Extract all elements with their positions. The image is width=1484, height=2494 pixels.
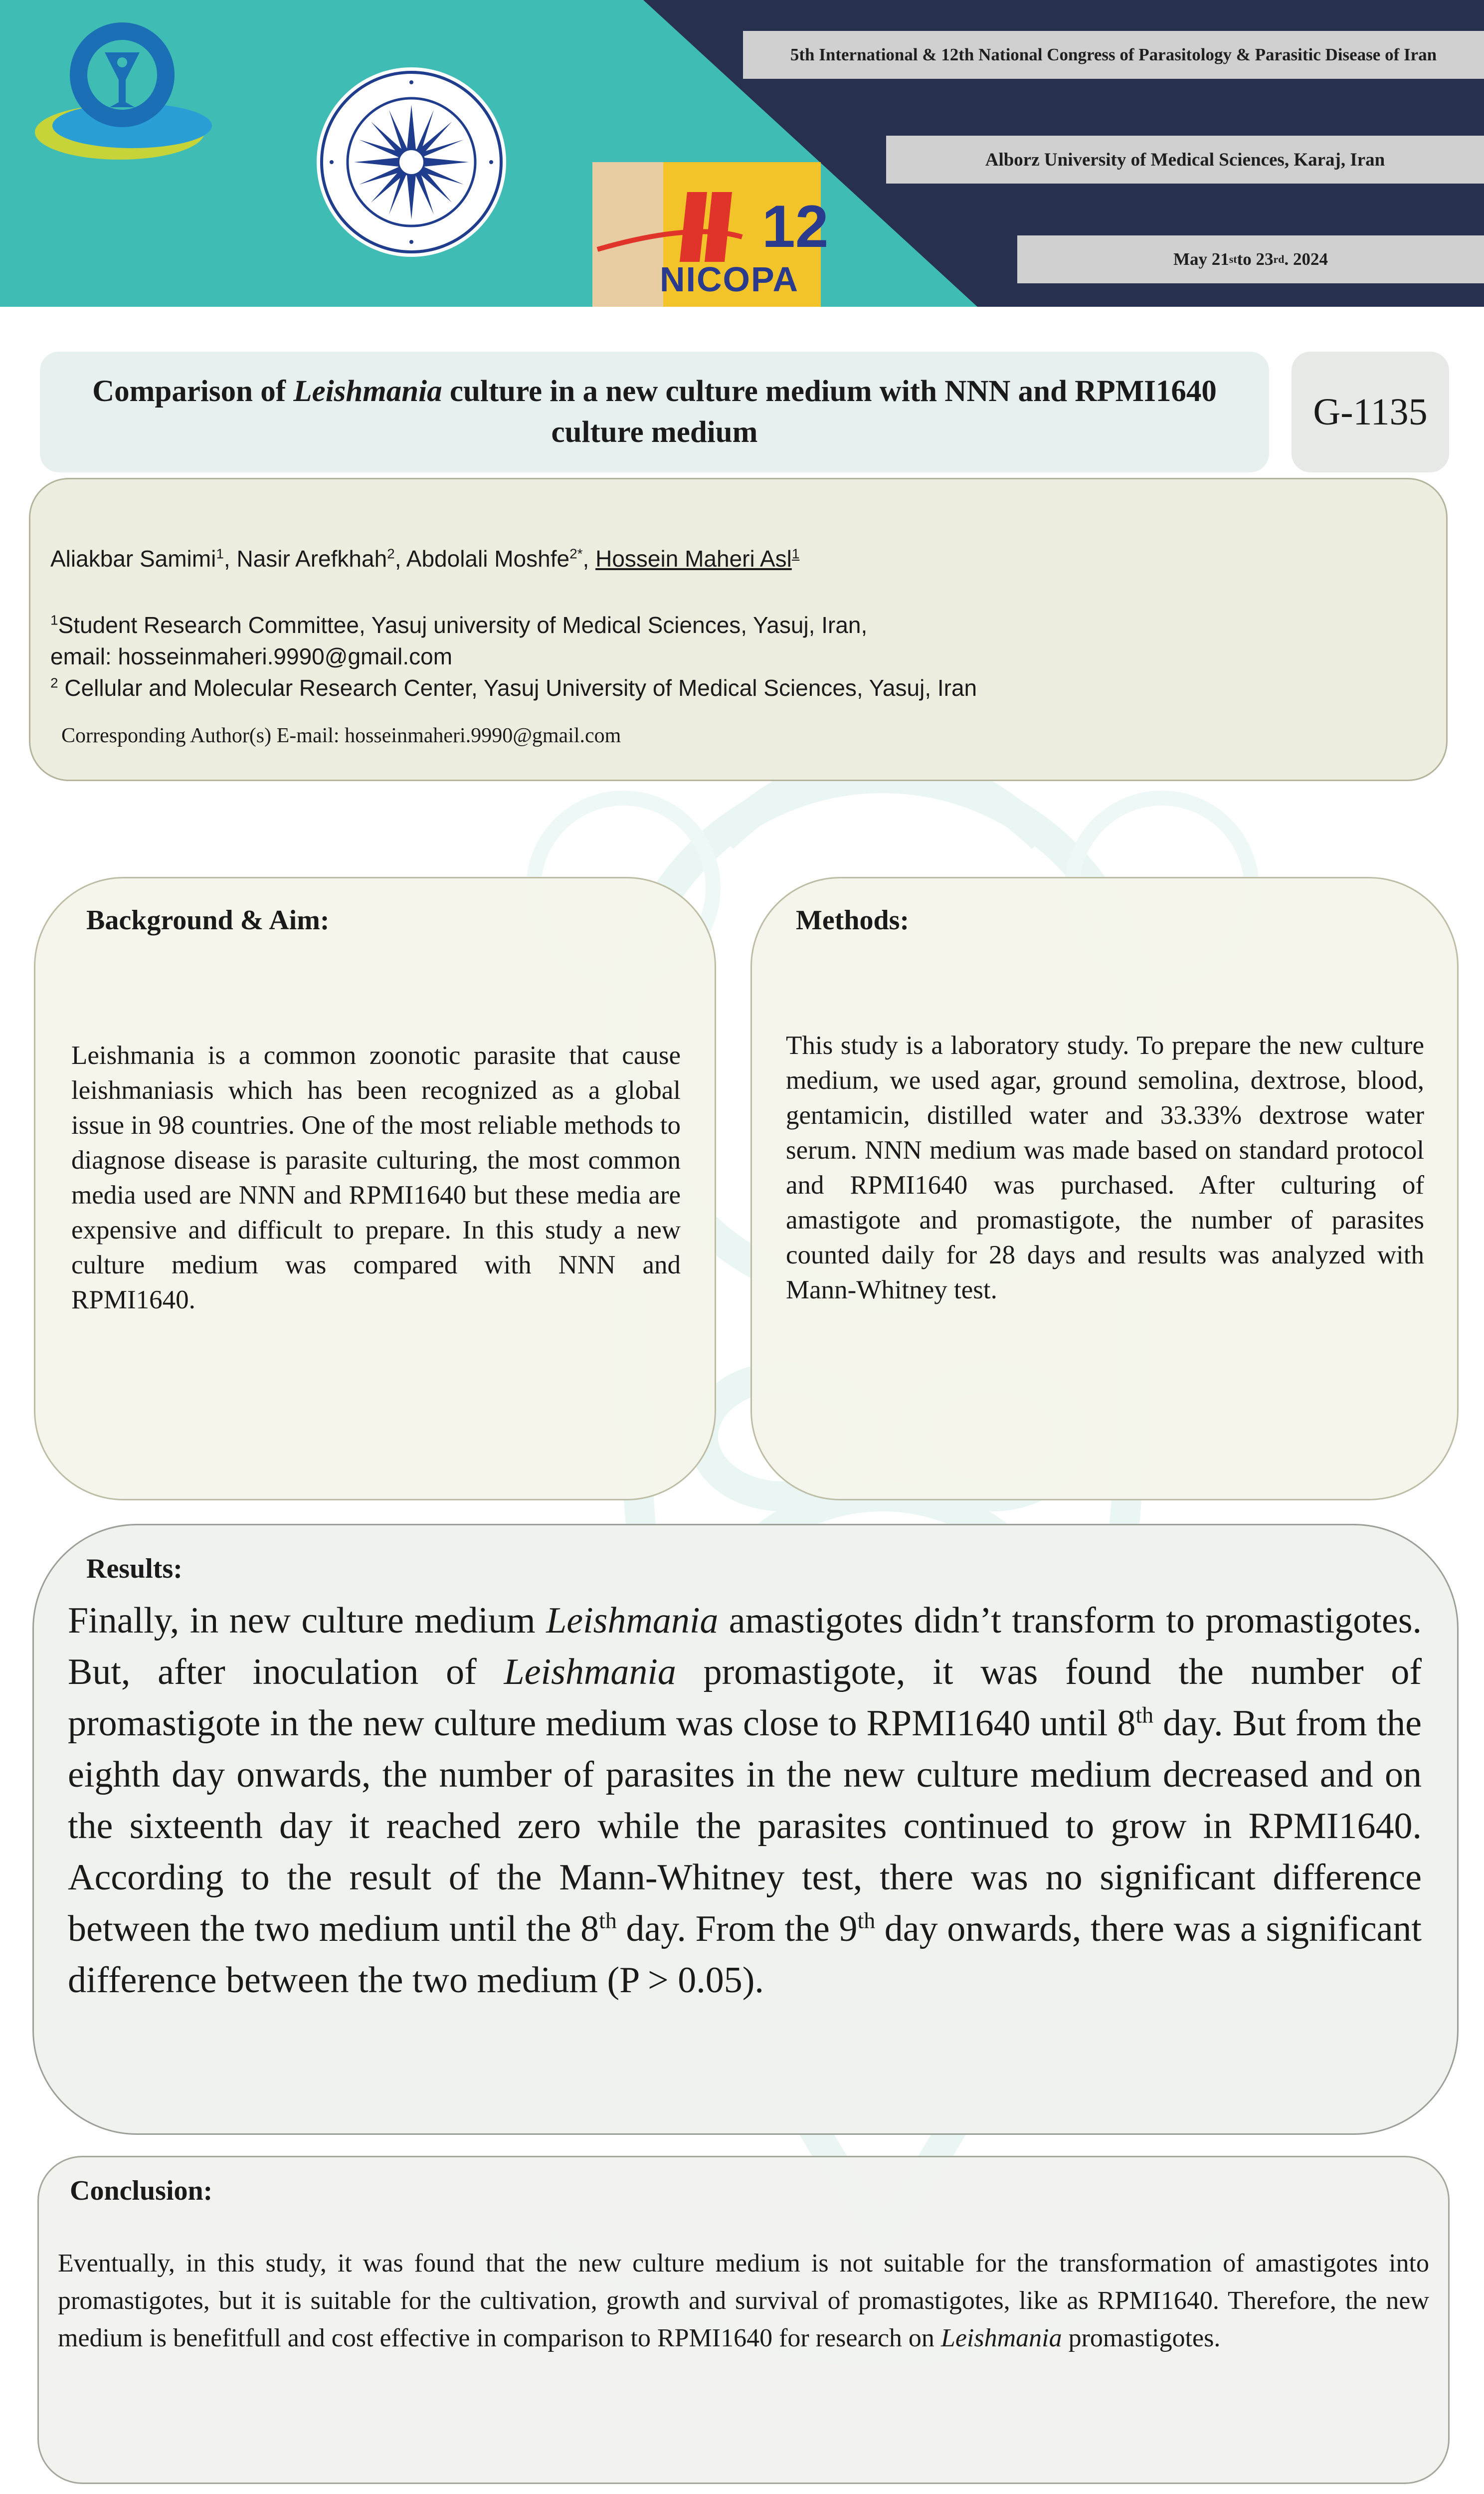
results-text-part: Finally, in new culture medium (68, 1600, 547, 1641)
results-heading: Results: (86, 1553, 183, 1584)
conclusion-text-end: promastigotes. (1062, 2324, 1221, 2352)
author-separator: , (582, 546, 596, 572)
dates-suffix: . 2024 (1284, 249, 1328, 269)
author-separator: , (223, 546, 237, 572)
conclusion-text-part: Eventually, in this study, it was found that the new culture medium is not suitable for the transformation of amastigotes into promastigotes, but it is suitable for the cultivation, growth and survival of promastigotes, like as RPMI1640. Therefore, the new medium is benefitfull and cost effective in comparison to RPMI1640 for research on (58, 2249, 1429, 2352)
conclusion-heading: Conclusion: (70, 2175, 213, 2206)
conclusion-text (58, 2245, 1429, 2357)
results-text-part: amastigotes didn’t transform to promastigotes. But, after inoculation of (68, 1600, 1422, 1692)
title-italic-term: Leishmania (293, 375, 442, 408)
authors-panel (29, 478, 1448, 781)
dates-prefix: May 21 (1173, 249, 1229, 269)
methods-section (750, 877, 1459, 1500)
background-text: Leishmania is a common zoonotic parasite that cause leishmaniasis which has been recognized as a global issue in 98 countries. One of the most reliable methods to diagnose disease is parasite culturing, the most common media used are NNN and RPMI1640 but these media are expensive and difficult to prepare. In this study a new culture medium was compared with NNN and RPMI1640. (71, 1041, 681, 1314)
background-heading: Background & Aim: (86, 905, 330, 936)
author-affil-sup: 2 (387, 546, 395, 562)
author-name: Abdolali Moshfe (406, 546, 570, 572)
nicopa-logo (592, 162, 829, 307)
affiliation-1 (50, 612, 867, 638)
results-text-part: day. But from the eighth day onwards, the number of parasites in the new culture medium decreased and on the sixteenth day it reached zero while the parasites continued to grow in RPMI1640. According to the result of the Mann-Whitney test, there was no significant difference between the two medium until the 8 (68, 1703, 1422, 1949)
author-name: Nasir Arefkhah (236, 546, 387, 572)
title-part-1: Comparison of (92, 375, 294, 408)
congress-dates-bar (1017, 235, 1484, 283)
author-name: Aliakbar Samimi (50, 546, 216, 572)
author-list (50, 545, 799, 572)
results-ordinal-sup: th (1135, 1702, 1154, 1728)
university-emblem-logo (20, 15, 229, 180)
results-text-part: promastigote, it was found the number of promastigote in the new culture medium was close to RPMI1640 until 8 (68, 1652, 1422, 1744)
methods-heading: Methods: (796, 905, 910, 936)
results-ordinal-sup: th (857, 1907, 876, 1933)
parasitology-society-seal-logo (314, 65, 509, 259)
dates-sup-2: rd (1273, 253, 1285, 265)
author-affil-sup: 1 (216, 546, 224, 562)
dates-middle: to 23 (1237, 249, 1274, 269)
nicopa-logo-number: 12 (762, 193, 829, 260)
conclusion-italic-term: Leishmania (940, 2324, 1062, 2352)
congress-name-bar: 5th International & 12th National Congress of Parasitology & Parasitic Disease of Iran (743, 31, 1484, 79)
header-banner (0, 0, 1484, 307)
background-section (34, 877, 716, 1500)
author-affil-sup: 1 (791, 546, 800, 562)
affiliation-2 (50, 674, 977, 701)
results-italic-term: Leishmania (504, 1652, 676, 1692)
affiliation-1-sup: 1 (50, 612, 58, 628)
methods-text: This study is a laboratory study. To prepare the new culture medium, we used agar, ground semolina, dextrose, blood, gentamicin, distilled water and 33.33% dextrose water serum. NNN medium was made based on standard protocol and RPMI1640 was purchased. After culturing of amastigote and promastigote, the number of parasites counted daily for 28 days and results was analyzed with Mann-Whitney test. (786, 1031, 1424, 1304)
presenting-author-name: Hossein Maheri Asl (595, 546, 792, 572)
author-affil-sup: 2* (569, 546, 583, 562)
results-ordinal-sup: th (599, 1907, 617, 1933)
results-text-part: day onwards, there was a significant difference between the two medium (P > 0.05). (68, 1908, 1422, 2001)
author-separator: , (394, 546, 406, 572)
title-part-2: culture in a new culture medium with NNN and RPMI1640 culture medium (442, 375, 1217, 449)
university-name-bar: Alborz University of Medical Sciences, Karaj, Iran (886, 136, 1484, 184)
affiliation-2-text: Cellular and Molecular Research Center, Yasuj University of Medical Sciences, Yasuj, Iran (58, 675, 977, 701)
dates-sup-1: st (1229, 253, 1237, 265)
results-text-part: day. From the 9 (616, 1908, 858, 1949)
corresponding-author-email: Corresponding Author(s) E-mail: hosseinmaheri.9990@gmail.com (61, 724, 621, 747)
affiliation-2-sup: 2 (50, 675, 58, 691)
affiliation-1-text: Student Research Committee, Yasuj university of Medical Sciences, Yasuj, Iran, (58, 612, 868, 638)
nicopa-logo-wordmark: NICOPA (660, 260, 799, 299)
author-email: email: hosseinmaheri.9990@gmail.com (50, 643, 453, 669)
results-text (68, 1595, 1422, 2006)
results-italic-term: Leishmania (546, 1600, 719, 1641)
results-section (32, 1524, 1459, 2135)
poster-code-badge: G-1135 (1292, 352, 1449, 472)
poster-title (40, 352, 1269, 472)
conclusion-section (37, 2156, 1450, 2484)
